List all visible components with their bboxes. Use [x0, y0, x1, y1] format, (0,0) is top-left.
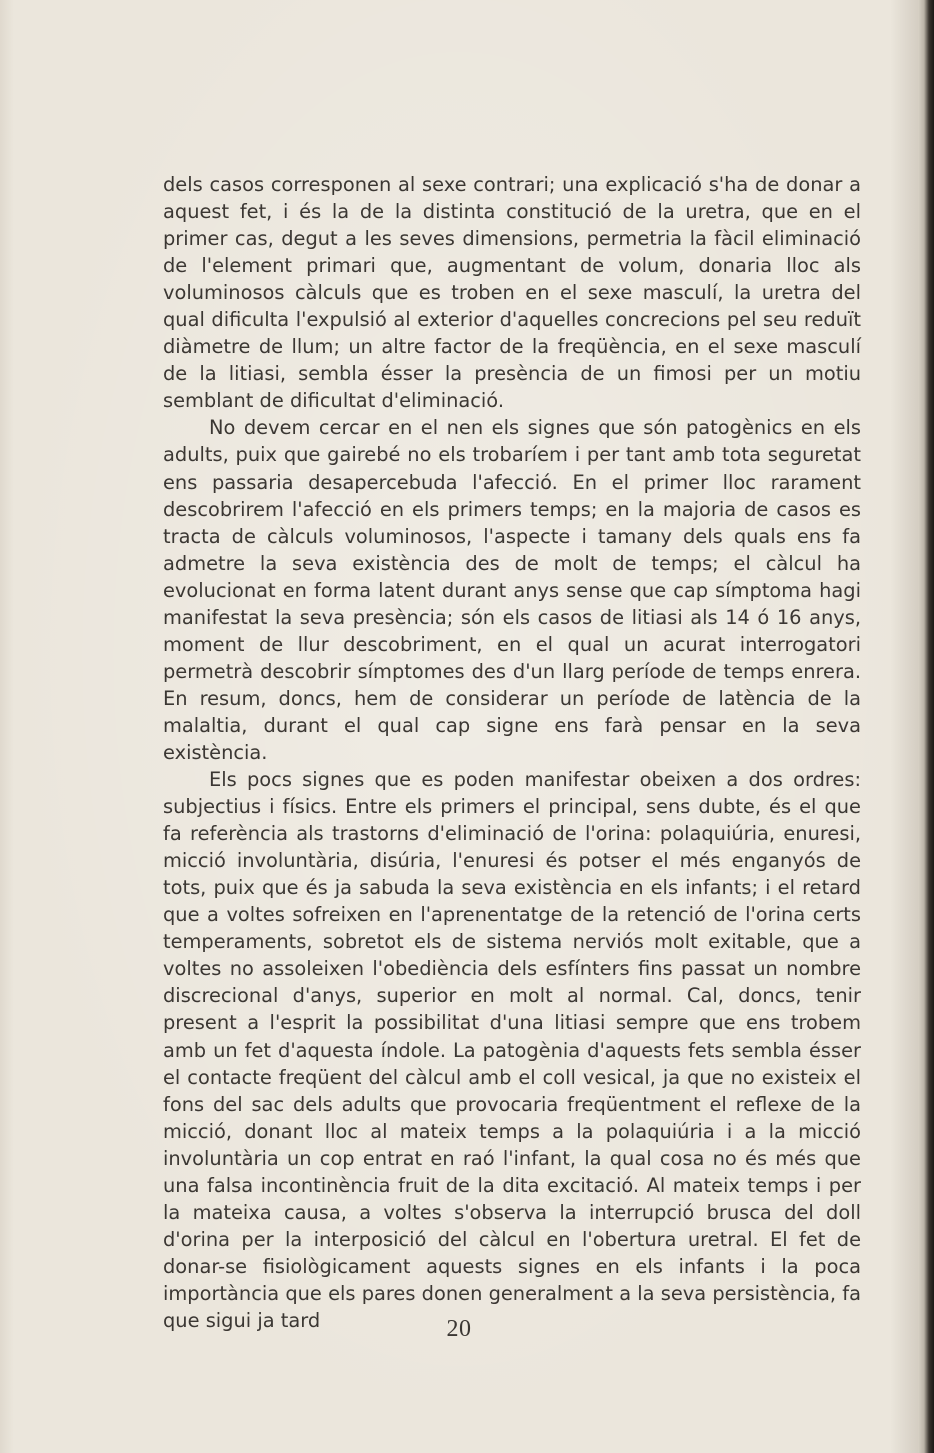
- body-text: [163, 171, 861, 1334]
- paragraph-2: No devem cercar en el nen els signes que són patogènics en els adults, puix que gairebé no els trobaríem i per tant amb tota seguretat ens passaria desapercebuda l'afecció. En el primer lloc rarament descobrirem l'afecció en els primers temps; en la majoria de casos es tracta de càlculs voluminosos, l'aspecte i tamany dels quals ens fa admetre la seva existència des de molt de temps; el càlcul ha evolucionat en forma latent durant anys sense que cap símptoma hagi manifestat la seva presència; són els casos de litiasi als 14 ó 16 anys, moment de llur descobriment, en el qual un acurat interrogatori permetrà descobrir símptomes des d'un llarg període de temps enrera. En resum, doncs, hem de considerar un període de latència de la malaltia, durant el qual cap signe ens farà pensar en la seva existència.: [163, 416, 861, 764]
- page-edge: [918, 0, 934, 1453]
- paragraph-3: Els pocs signes que es poden manifestar obeixen a dos ordres: subjectius i físics. Entre els primers el principal, sens dubte, és el que fa referència als trastorns d'eliminació de l'orina: polaquiúria, enuresi, micció involuntària, disúria, l'enuresi és potser el més enganyós de tots, puix que és ja sabuda la seva existència en els infants; i el retard que a voltes sofreixen en l'aprenentatge de la retenció de l'orina certs temperaments, sobretot els de sistema nerviós molt exitable, que a voltes no assoleixen l'obediència dels esfínters fins passat un nombre discrecional d'anys, superior en molt al normal. Cal, doncs, tenir present a l'esprit la possibilitat d'una litiasi sempre que ens trobem amb un fet d'aquesta índole. La patogènia d'aquests fets sembla ésser el contacte freqüent del càlcul amb el coll vesical, ja que no existeix el fons del sac dels adults que provocaria freqüentment el reflexe de la micció, donant lloc al mateix temps a la polaquiúria i a la micció involuntària un cop entrat en raó l'infant, la qual cosa no és més que una falsa incontinència fruit de la dita excitació. Al mateix temps i per la mateixa causa, a voltes s'observa la interrupció brusca del doll d'orina per la interposició del càlcul en l'obertura uretral. El fet de donar-se fisiològicament aquests signes en els infants i la poca importància que els pares donen generalment a la seva persistència, fa que sigui ja tard: [163, 768, 861, 1332]
- page-number: 20: [446, 1316, 472, 1342]
- paragraph-1: dels casos corresponen al sexe contrari; una explicació s'ha de donar a aquest fet, i és la de la distinta constitució de la uretra, que en el primer cas, degut a les seves dimensions, permetria la fàcil eliminació de l'element primari que, augmentant de volum, donaria lloc als voluminosos càlculs que es troben en el sexe masculí, la uretra del qual dificulta l'expulsió al exterior d'aquelles concrecions pel seu reduït diàmetre de llum; un altre factor de la freqüència, en el sexe masculí de la litiasi, sembla ésser la presència de un fimosi per un motiu semblant de dificultat d'eliminació.: [163, 173, 861, 413]
